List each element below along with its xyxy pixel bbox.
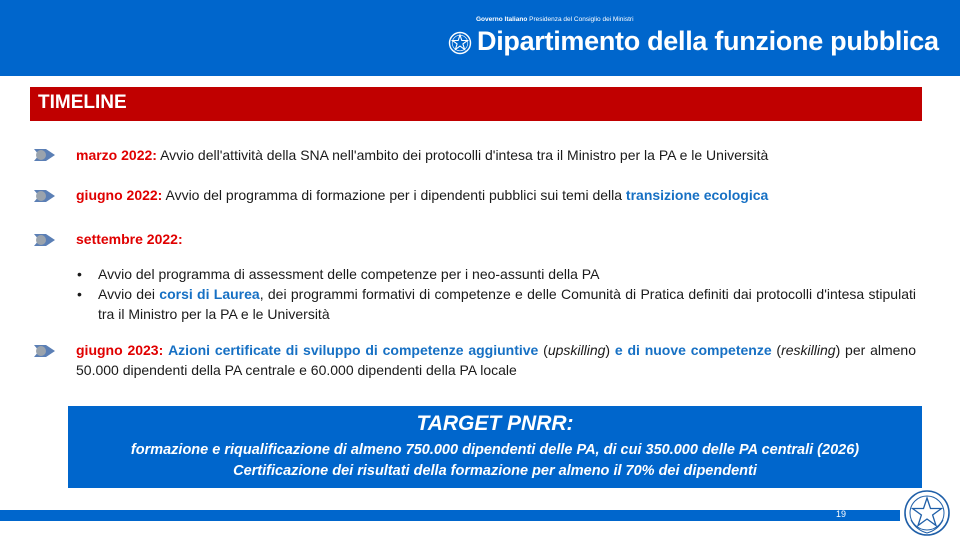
bullet-dot-icon: •: [77, 286, 82, 302]
arrow-bullet-icon: [32, 147, 56, 163]
government-caption-bold: Governo Italiano: [476, 16, 528, 23]
timeline-item-1: [76, 145, 768, 165]
target-pnrr-box: [68, 406, 922, 488]
arrow-bullet-icon: [32, 188, 56, 204]
timeline-item-2: [76, 185, 768, 205]
department-title: Dipartimento della funzione pubblica: [477, 26, 939, 56]
page-number: 19: [836, 509, 847, 519]
header-bar: [0, 0, 960, 76]
timeline-item-4-paren-1: upskilling: [547, 342, 606, 358]
timeline-item-4: giugno 2023: Azioni certificate di sviluppo di competenze aggiuntive (upskilling) e di nuove competenze (reskilling) per almeno 50.000 dipendenti della PA centrale e 60.000 dipendenti della PA locale: [76, 342, 916, 378]
timeline-item-4-paren-2: reskilling: [781, 342, 836, 358]
bullet-text-post: , dei programmi formativi di competenze e delle Comunità di Pratica definiti dai protocolli d'intesa stipulati tra il Ministro per la PA e le Università: [98, 286, 916, 322]
bullet-text: Avvio del programma di assessment delle competenze per i neo-assunti della PA: [98, 266, 600, 282]
arrow-bullet-icon: [32, 343, 56, 359]
timeline-item-4-tail: per almeno 50.000 dipendenti della PA centrale e 60.000 dipendenti della PA locale: [76, 342, 916, 378]
timeline-item-2-date: giugno 2022:: [76, 187, 163, 203]
timeline-item-4-highlight-1: Azioni certificate di sviluppo di competenze aggiuntive: [168, 342, 539, 358]
timeline-item-3-date: settembre 2022:: [76, 231, 183, 247]
timeline-title: TIMELINE: [38, 92, 127, 113]
target-line-2: Certificazione dei risultati della formazione per almeno il 70% dei dipendenti: [233, 463, 757, 479]
government-caption-rest: Presidenza del Consiglio dei Ministri: [529, 16, 634, 23]
italian-emblem-icon: [902, 488, 952, 538]
footer-bar: [0, 510, 900, 521]
timeline-item-1-text: Avvio dell'attività della SNA nell'ambito dei protocolli d'intesa tra il Ministro per la PA e le Università: [160, 147, 769, 163]
bullet-dot-icon: •: [77, 266, 82, 282]
timeline-item-3: [76, 229, 183, 249]
government-caption: [476, 16, 634, 23]
target-title: TARGET PNRR:: [416, 412, 574, 435]
bullet-text-pre: Avvio dei: [98, 286, 155, 302]
timeline-item-4-date: giugno 2023:: [76, 342, 164, 358]
timeline-item-1-date: marzo 2022:: [76, 147, 157, 163]
arrow-bullet-icon: [32, 232, 56, 248]
timeline-item-4-highlight-2: e di nuove competenze: [614, 342, 772, 358]
timeline-item-2-highlight: transizione ecologica: [625, 187, 769, 203]
bullet-highlight: corsi di Laurea: [159, 286, 260, 302]
list-item: [76, 264, 916, 284]
timeline-item-3-bullet-list: [76, 264, 916, 324]
italian-emblem-icon: [448, 30, 472, 56]
target-line-1: formazione e riqualificazione di almeno 750.000 dipendenti delle PA, di cui 350.000 delle PA centrali (2026): [130, 442, 860, 458]
timeline-item-2-text: Avvio del programma di formazione per i dipendenti pubblici sui temi della: [165, 187, 623, 203]
timeline-title-bar: [30, 87, 922, 121]
list-item: [76, 284, 916, 324]
